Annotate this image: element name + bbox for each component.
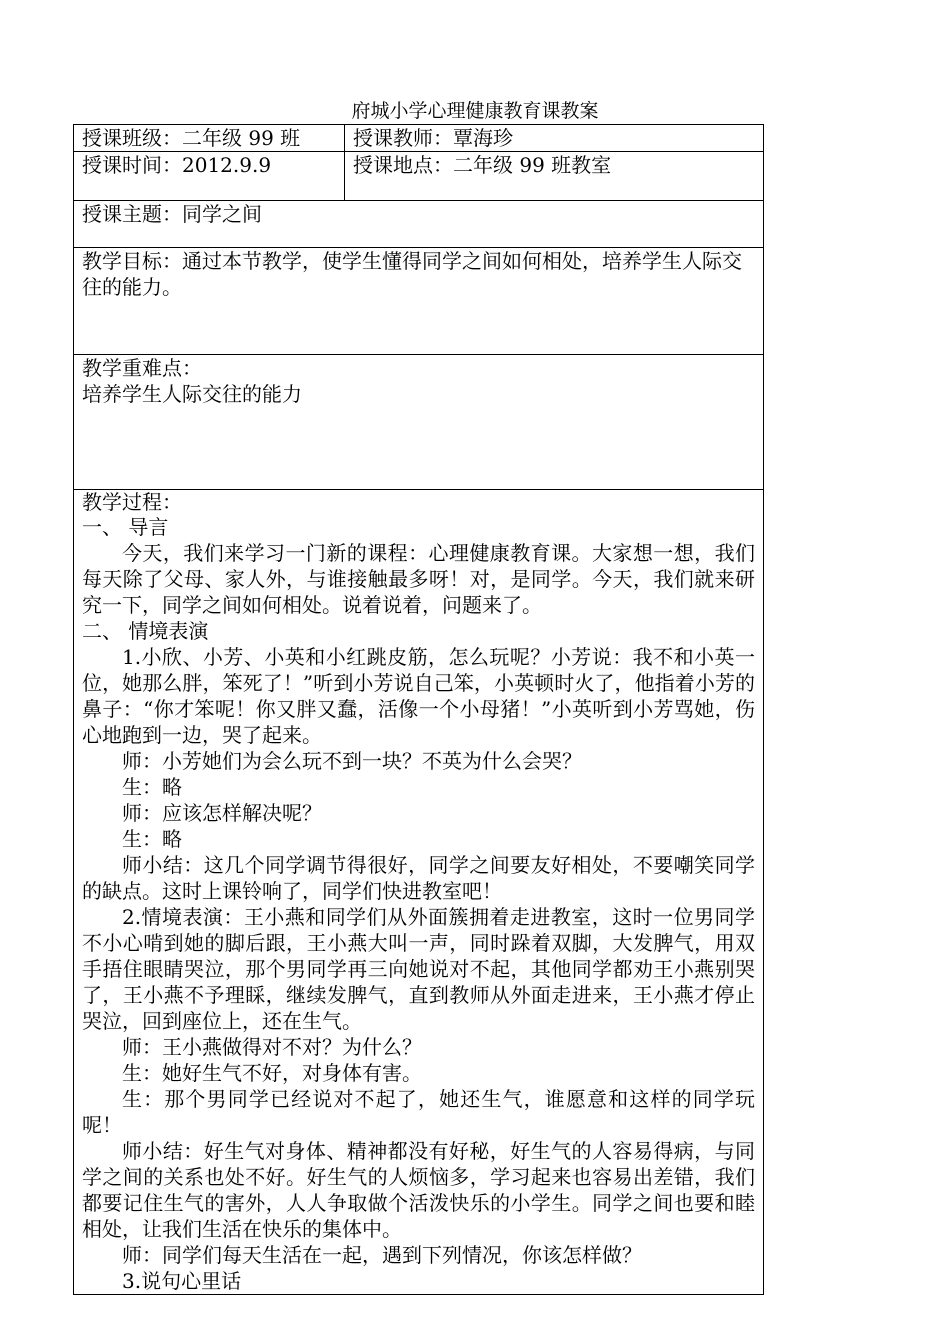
process-paragraph: 今天，我们来学习一门新的课程：心理健康教育课。大家想一想，我们每天除了父母、家人外，与谁接触最多呀！对，是同学。今天，我们就来研究一下，同学之间如何相处。说着说着，问题来了。	[82, 541, 755, 617]
place-cell: 授课地点：二年级 99 班教室	[345, 152, 764, 201]
section-heading: 二、 情境表演	[82, 619, 209, 643]
process-paragraph: 3.说句心里话	[122, 1269, 242, 1293]
teacher-cell: 授课教师：覃海珍	[345, 125, 764, 152]
class-cell: 授课班级：二年级 99 班	[74, 125, 345, 152]
section-heading: 一、 导言	[82, 515, 169, 539]
process-paragraph: 生：略	[122, 775, 182, 799]
process-paragraph: 1.小欣、小芳、小英和小红跳皮筋，怎么玩呢？小芳说：我不和小英一位，她那么胖，笨死了！”听到小芳说自己笨，小英顿时火了，他指着小芳的鼻子：“你才笨呢！你又胖又蠢，活像一个小母猪！”小英听到小芳骂她，伤心地跑到一边，哭了起来。	[82, 645, 755, 747]
process-paragraph: 生：略	[122, 827, 182, 851]
objective-cell: 教学目标：通过本节教学，使学生懂得同学之间如何相处，培养学生人际交往的能力。	[74, 248, 764, 355]
topic-cell: 授课主题：同学之间	[74, 201, 764, 248]
time-cell: 授课时间：2012.9.9	[74, 152, 345, 201]
key-points-text: 培养学生人际交往的能力	[82, 382, 302, 406]
key-points-cell	[74, 355, 764, 490]
process-paragraph: 生：她好生气不好，对身体有害。	[122, 1061, 422, 1085]
page-title: 府城小学心理健康教育课教案	[351, 100, 599, 122]
process-paragraph: 师：应该怎样解决呢？	[122, 801, 322, 825]
process-paragraph: 生：那个男同学已经说对不起了，她还生气，谁愿意和这样的同学玩呢！	[82, 1087, 755, 1137]
process-paragraph: 师小结：好生气对身体、精神都没有好秘，好生气的人容易得病，与同学之间的关系也处不好。好生气的人烦恼多，学习起来也容易出差错，我们都要记住生气的害外，人人争取做个活泼快乐的小学生。同学之间也要和睦相处，让我们生活在快乐的集体中。	[82, 1139, 755, 1241]
process-lines	[82, 514, 755, 1294]
process-paragraph: 师：小芳她们为会么玩不到一块？不英为什么会哭？	[122, 749, 582, 773]
process-paragraph: 师：王小燕做得对不对？为什么？	[122, 1035, 422, 1059]
process-paragraph: 师小结：这几个同学调节得很好，同学之间要友好相处，不要嘲笑同学的缺点。这时上课铃响了，同学们快进教室吧！	[82, 853, 755, 903]
process-paragraph: 2.情境表演：王小燕和同学们从外面簇拥着走进教室，这时一位男同学不小心啃到她的脚后跟，王小燕大叫一声，同时跺着双脚，大发脾气，用双手捂住眼睛哭泣，那个男同学再三向她说对不起，其他同学都劝王小燕别哭了，王小燕不予理睬，继续发脾气，直到教师从外面走进来，王小燕才停止哭泣，回到座位上，还在生气。	[82, 905, 755, 1033]
lesson-plan-table	[73, 124, 764, 1295]
process-label: 教学过程：	[82, 490, 182, 514]
process-paragraph: 师：同学们每天生活在一起，遇到下列情况，你该怎样做？	[122, 1243, 642, 1267]
process-cell	[74, 490, 764, 1295]
key-points-label: 教学重难点：	[82, 356, 202, 380]
